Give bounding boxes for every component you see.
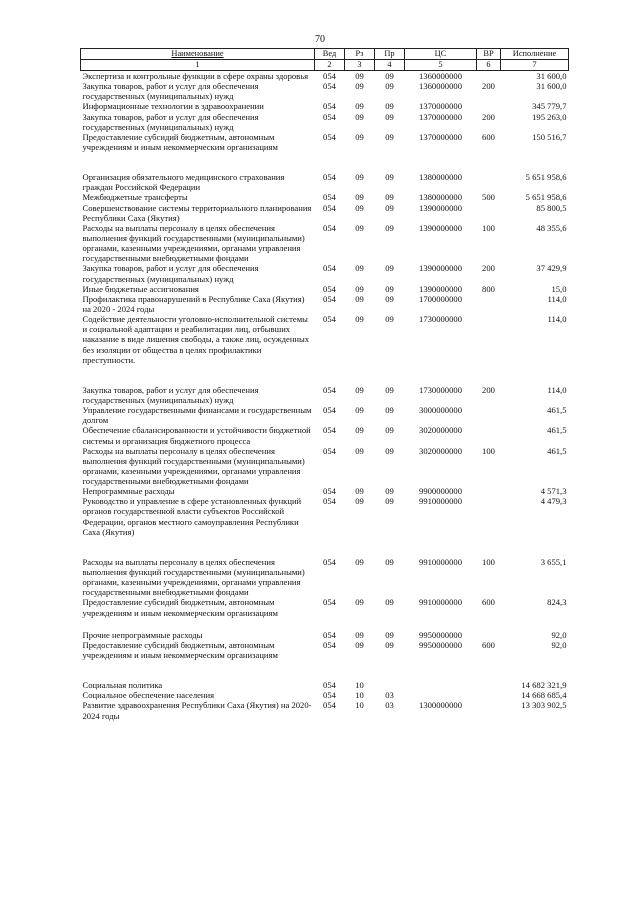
row-vr xyxy=(477,71,501,82)
row-name: Совершенствование системы территориального планирования Республики Саха (Якутия) xyxy=(82,202,312,223)
row-rz: 10 xyxy=(355,680,364,691)
spacer-cell xyxy=(81,537,569,557)
row-vr xyxy=(477,700,501,720)
row-rz: 10 xyxy=(355,690,364,701)
table-body xyxy=(81,71,569,721)
row-cs: 1380000000 xyxy=(419,172,462,183)
row-name: Информационные технологии в здравоохранении xyxy=(82,101,264,112)
spacer-cell xyxy=(81,152,569,172)
row-amount: 31 600,0 xyxy=(536,71,567,81)
header-number-6: 6 xyxy=(477,60,501,71)
row-ved: 054 xyxy=(323,222,336,233)
header-name: Наименование xyxy=(81,49,315,60)
row-vr: 600 xyxy=(482,131,495,142)
row-cs: 1730000000 xyxy=(419,384,462,395)
row-cs: 3000000000 xyxy=(419,405,462,416)
row-rz: 09 xyxy=(355,314,364,325)
row-rz: 09 xyxy=(355,639,364,650)
row-cs: 9910000000 xyxy=(419,556,462,567)
row-vr: 800 xyxy=(482,283,495,294)
row-rz: 09 xyxy=(355,222,364,233)
row-amount: 195 263,0 xyxy=(532,111,567,122)
row-amount: 92,0 xyxy=(551,629,567,640)
row-pr: 09 xyxy=(385,283,394,294)
row-name: Обеспечение сбалансированности и устойчивости бюджетной системы и организация бюджетного процесса xyxy=(82,425,311,446)
row-rz: 09 xyxy=(355,597,364,608)
row-name: Предоставление субсидий бюджетным, автономным учреждениям и иным некоммерческим организациям xyxy=(82,639,278,661)
row-vr: 600 xyxy=(482,597,495,608)
row-pr: 09 xyxy=(385,81,394,92)
row-pr xyxy=(375,680,405,690)
row-amount: 150 516,7 xyxy=(532,131,567,142)
row-ved: 054 xyxy=(323,314,336,325)
table-row xyxy=(81,597,569,617)
row-ved: 054 xyxy=(323,293,336,304)
row-spacer xyxy=(81,152,569,172)
row-amount: 14 668 685,4 xyxy=(521,690,567,701)
row-cs: 3020000000 xyxy=(419,445,462,456)
row-name: Профилактика правонарушений в Республике Саха (Якутия) на 2020 - 2024 годы xyxy=(82,293,305,314)
header-labels-row xyxy=(81,49,569,60)
row-cs: 1390000000 xyxy=(419,202,462,213)
row-pr: 09 xyxy=(385,486,394,497)
header-rz: Рз xyxy=(345,49,375,60)
row-rz: 09 xyxy=(355,192,364,203)
header-ved: Вед xyxy=(315,49,345,60)
row-ved: 054 xyxy=(323,81,336,92)
row-rz: 09 xyxy=(355,556,364,567)
row-ved: 054 xyxy=(323,71,336,81)
row-amount: 114,0 xyxy=(547,314,567,325)
row-ved: 054 xyxy=(323,405,336,416)
row-vr xyxy=(477,630,501,640)
row-ved: 054 xyxy=(323,629,336,640)
row-vr xyxy=(477,496,501,537)
row-name: Закупка товаров, работ и услуг для обеспечения государственных (муниципальных) нужд xyxy=(82,111,259,132)
header-number-1: 1 xyxy=(81,60,315,71)
row-vr: 100 xyxy=(482,445,495,456)
row-cs: 1700000000 xyxy=(419,293,462,304)
row-name: Социальное обеспечение населения xyxy=(82,690,215,701)
row-vr xyxy=(477,425,501,445)
row-ved: 054 xyxy=(323,263,336,274)
header-pr: Пр xyxy=(375,49,405,60)
page-number: 70 xyxy=(315,34,325,45)
table-row xyxy=(81,630,569,640)
row-pr: 09 xyxy=(385,222,394,233)
row-rz: 09 xyxy=(355,81,364,92)
row-amount: 85 800,5 xyxy=(536,202,567,213)
row-name: Закупка товаров, работ и услуг для обеспечения государственных (муниципальных) нужд xyxy=(82,384,259,405)
table-row xyxy=(81,486,569,496)
row-vr xyxy=(477,203,501,223)
row-pr: 09 xyxy=(385,445,394,456)
row-spacer xyxy=(81,537,569,557)
row-vr: 200 xyxy=(482,384,495,395)
spacer-cell xyxy=(81,618,569,630)
row-name: Непрограммные расходы xyxy=(82,486,175,497)
header-number-4: 4 xyxy=(375,60,405,71)
row-ved: 054 xyxy=(323,700,336,711)
row-rz: 09 xyxy=(355,101,364,112)
table-header xyxy=(81,49,569,71)
header-cs: ЦС xyxy=(405,49,477,60)
row-amount: 13 303 902,5 xyxy=(521,700,567,711)
row-amount: 114,0 xyxy=(547,293,567,304)
row-amount: 3 655,1 xyxy=(540,556,567,567)
row-rz: 09 xyxy=(355,172,364,183)
header-numbers-row xyxy=(81,60,569,71)
row-ved: 054 xyxy=(323,202,336,213)
row-amount: 14 682 321,9 xyxy=(521,680,567,691)
row-cs: 3020000000 xyxy=(419,425,462,436)
row-rz: 09 xyxy=(355,293,364,304)
row-ved: 054 xyxy=(323,680,336,691)
row-vr: 200 xyxy=(482,111,495,122)
row-cs: 1360000000 xyxy=(419,71,462,81)
row-ved: 054 xyxy=(323,639,336,650)
table-row xyxy=(81,314,569,365)
row-ved: 054 xyxy=(323,496,336,507)
row-ved: 054 xyxy=(323,425,336,436)
row-vr: 200 xyxy=(482,263,495,274)
row-ved: 054 xyxy=(323,192,336,203)
row-cs: 1390000000 xyxy=(419,263,462,274)
row-vr: 100 xyxy=(482,222,495,233)
row-rz: 09 xyxy=(355,71,364,81)
header-number-3: 3 xyxy=(345,60,375,71)
table-row xyxy=(81,132,569,152)
row-vr xyxy=(477,294,501,314)
row-amount: 92,0 xyxy=(551,639,567,650)
row-amount: 824,3 xyxy=(547,597,567,608)
row-pr: 03 xyxy=(385,690,394,701)
row-cs: 1370000000 xyxy=(419,101,462,112)
row-rz: 09 xyxy=(355,131,364,142)
row-name: Закупка товаров, работ и услуг для обеспечения государственных (муниципальных) нужд xyxy=(82,263,259,284)
row-name: Прочие непрограммные расходы xyxy=(82,629,203,640)
row-amount: 5 651 958,6 xyxy=(525,192,567,203)
row-ved: 054 xyxy=(323,131,336,142)
table-row xyxy=(81,263,569,283)
row-pr: 09 xyxy=(385,202,394,213)
row-vr xyxy=(477,101,501,111)
row-vr xyxy=(477,314,501,365)
row-name: Руководство и управление в сфере установленных функций органов государственной власти субъектов Российской Федерации, органов местного самоуправления Республики Саха (Якутия) xyxy=(82,496,302,537)
row-name: Предоставление субсидий бюджетным, автономным учреждениям и иным некоммерческим организациям xyxy=(82,597,278,618)
table-row xyxy=(81,446,569,487)
table-row xyxy=(81,71,569,82)
row-name: Организация обязательного медицинского страхования граждан Российской Федерации xyxy=(82,172,285,193)
row-ved: 054 xyxy=(323,597,336,608)
row-pr: 09 xyxy=(385,629,394,640)
table-row xyxy=(81,557,569,598)
row-pr: 09 xyxy=(385,111,394,122)
row-name: Развитие здравоохранения Республики Саха (Якутия) на 2020-2024 годы xyxy=(82,700,312,721)
row-spacer xyxy=(81,618,569,630)
row-pr: 03 xyxy=(385,700,394,711)
row-vr xyxy=(477,486,501,496)
row-cs: 1390000000 xyxy=(419,222,462,233)
row-pr: 09 xyxy=(385,597,394,608)
row-rz: 09 xyxy=(355,202,364,213)
table-row xyxy=(81,223,569,264)
row-vr xyxy=(477,172,501,192)
row-rz: 09 xyxy=(355,263,364,274)
row-name: Предоставление субсидий бюджетным, автономным учреждениям и иным некоммерческим организациям xyxy=(82,131,278,152)
row-name: Расходы на выплаты персоналу в целях обеспечения выполнения функций государственными (муниципальными) органами, казенными учреждениями, органами управления государственными внебюджетными фондами xyxy=(82,222,305,264)
row-ved: 054 xyxy=(323,101,336,112)
spacer-cell xyxy=(81,365,569,385)
row-name: Социальная политика xyxy=(82,680,163,691)
row-cs: 9910000000 xyxy=(419,597,462,608)
table-row xyxy=(81,101,569,111)
row-pr: 09 xyxy=(385,131,394,142)
row-name: Расходы на выплаты персоналу в целях обеспечения выполнения функций государственными (муниципальными) органами, казенными учреждениями, органами управления государственными внебюджетными фондами xyxy=(82,556,305,598)
table-row xyxy=(81,405,569,425)
row-cs: 9950000000 xyxy=(419,639,462,650)
row-vr: 500 xyxy=(482,192,495,203)
table-row xyxy=(81,284,569,294)
row-cs: 9900000000 xyxy=(419,486,462,497)
row-ved: 054 xyxy=(323,283,336,294)
row-vr xyxy=(477,690,501,700)
row-pr: 09 xyxy=(385,405,394,416)
row-amount: 461,5 xyxy=(547,445,567,456)
row-cs xyxy=(405,690,477,700)
row-ved: 054 xyxy=(323,486,336,497)
table-row xyxy=(81,192,569,202)
row-ved: 054 xyxy=(323,384,336,395)
row-pr: 09 xyxy=(385,556,394,567)
table-row xyxy=(81,690,569,700)
row-rz: 09 xyxy=(355,486,364,497)
spacer-cell xyxy=(81,660,569,680)
row-cs: 1360000000 xyxy=(419,81,462,92)
row-amount: 37 429,9 xyxy=(536,263,567,274)
row-pr: 09 xyxy=(385,496,394,507)
header-number-5: 5 xyxy=(405,60,477,71)
row-ved: 054 xyxy=(323,690,336,701)
row-rz: 09 xyxy=(355,629,364,640)
row-pr: 09 xyxy=(385,172,394,183)
row-rz: 09 xyxy=(355,384,364,395)
row-spacer xyxy=(81,660,569,680)
row-vr xyxy=(477,405,501,425)
row-amount: 4 571,3 xyxy=(540,486,567,497)
table-row xyxy=(81,294,569,314)
row-cs: 1370000000 xyxy=(419,131,462,142)
row-pr: 09 xyxy=(385,192,394,203)
row-cs: 9910000000 xyxy=(419,496,462,507)
row-rz: 09 xyxy=(355,445,364,456)
row-rz: 09 xyxy=(355,496,364,507)
header-number-2: 2 xyxy=(315,60,345,71)
table-row xyxy=(81,700,569,720)
row-amount: 461,5 xyxy=(547,425,567,436)
row-cs: 1730000000 xyxy=(419,314,462,325)
table-row xyxy=(81,680,569,690)
row-amount: 461,5 xyxy=(547,405,567,416)
header-amount: Исполнение xyxy=(501,49,569,60)
row-pr: 09 xyxy=(385,293,394,304)
row-vr: 200 xyxy=(482,81,495,92)
row-vr: 600 xyxy=(482,639,495,650)
row-name: Закупка товаров, работ и услуг для обеспечения государственных (муниципальных) нужд xyxy=(82,81,259,102)
row-pr: 09 xyxy=(385,314,394,325)
row-ved: 054 xyxy=(323,172,336,183)
row-vr: 100 xyxy=(482,556,495,567)
header-vr: ВР xyxy=(477,49,501,60)
row-rz: 10 xyxy=(355,700,364,711)
row-ved: 054 xyxy=(323,556,336,567)
header-number-7: 7 xyxy=(501,60,569,71)
budget-table xyxy=(80,48,569,721)
row-rz: 09 xyxy=(355,405,364,416)
row-rz: 09 xyxy=(355,425,364,436)
row-ved: 054 xyxy=(323,111,336,122)
row-name: Содействие деятельности уголовно-исполнительной системы и социальной адаптации и реабилитации лиц, отбывших наказание в виде лишения свободы, а также лиц, осужденных без изоляции от общества в целях профилактики преступности. xyxy=(82,314,310,365)
row-amount: 5 651 958,6 xyxy=(525,172,567,183)
row-name: Экспертиза и контрольные функции в сфере охраны здоровья xyxy=(82,71,309,81)
row-cs: 1380000000 xyxy=(419,192,462,203)
row-amount: 31 600,0 xyxy=(536,81,567,92)
row-pr: 09 xyxy=(385,639,394,650)
table-row xyxy=(81,81,569,101)
table-row xyxy=(81,203,569,223)
table-row xyxy=(81,112,569,132)
row-name: Управление государственными финансами и государственным долгом xyxy=(82,405,312,426)
table-row xyxy=(81,496,569,537)
row-name: Иные бюджетные ассигнования xyxy=(82,283,199,294)
row-pr: 09 xyxy=(385,263,394,274)
row-vr xyxy=(477,680,501,690)
row-cs: 1390000000 xyxy=(419,283,462,294)
row-pr: 09 xyxy=(385,71,394,81)
table-row xyxy=(81,640,569,660)
row-pr: 09 xyxy=(385,425,394,436)
table-row xyxy=(81,385,569,405)
row-pr: 09 xyxy=(385,101,394,112)
table-row xyxy=(81,425,569,445)
row-rz: 09 xyxy=(355,283,364,294)
row-pr: 09 xyxy=(385,384,394,395)
row-cs: 1370000000 xyxy=(419,111,462,122)
row-name: Межбюджетные трансферты xyxy=(82,192,188,203)
row-amount: 4 479,3 xyxy=(540,496,567,507)
row-ved: 054 xyxy=(323,445,336,456)
row-name: Расходы на выплаты персоналу в целях обеспечения выполнения функций государственными (муниципальными) органами, казенными учреждениями, органами управления государственными внебюджетными фондами xyxy=(82,445,305,487)
row-cs: 1300000000 xyxy=(419,700,462,711)
row-amount: 114,0 xyxy=(547,384,567,395)
row-rz: 09 xyxy=(355,111,364,122)
row-cs xyxy=(405,680,477,690)
row-spacer xyxy=(81,365,569,385)
row-amount: 345 779,7 xyxy=(532,101,567,112)
table-row xyxy=(81,172,569,192)
row-amount: 48 355,6 xyxy=(536,222,567,233)
row-amount: 15,0 xyxy=(551,283,567,294)
row-cs: 9950000000 xyxy=(419,629,462,640)
